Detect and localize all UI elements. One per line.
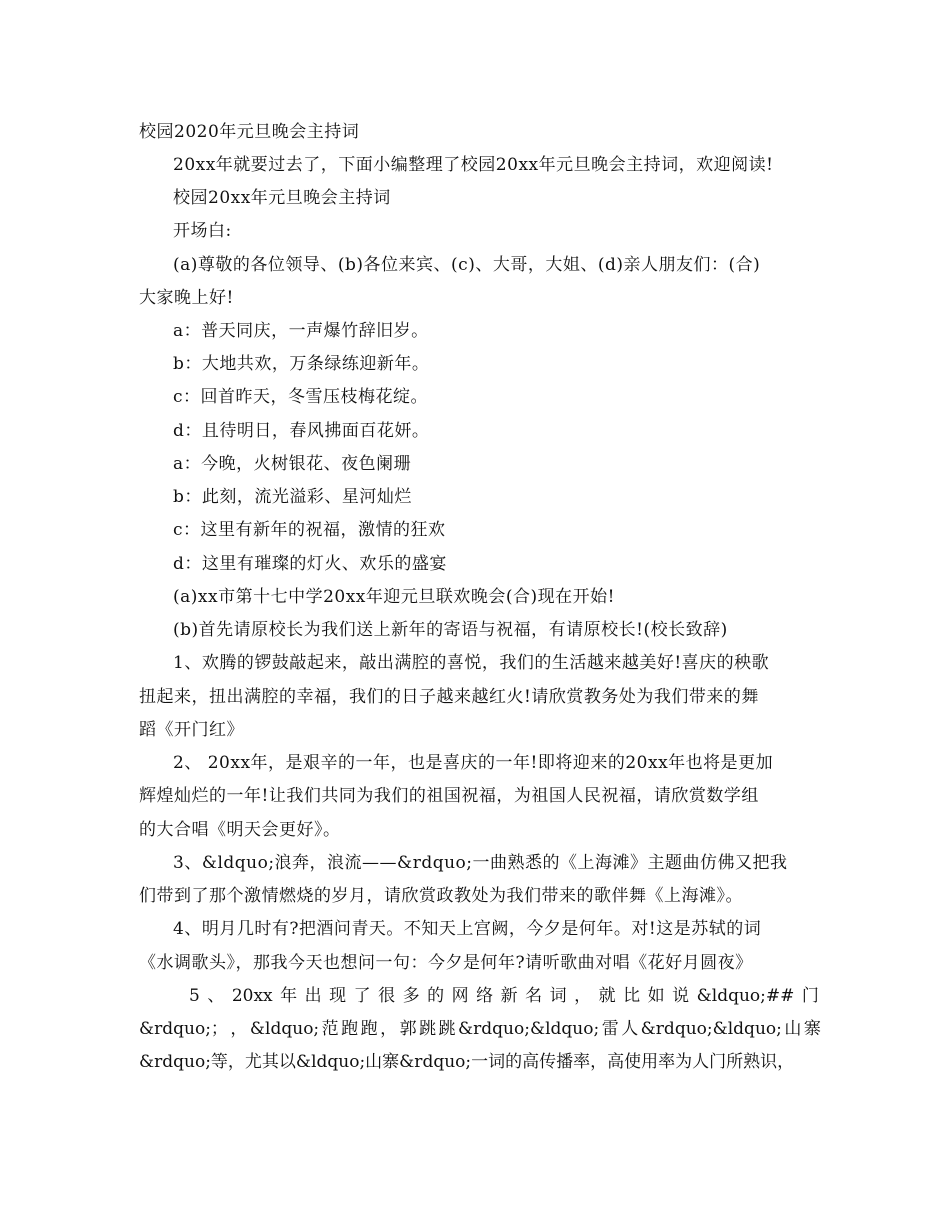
- dialogue-line: d：且待明日，春风拂面百花妍。: [173, 421, 430, 441]
- dialogue-line: (b)首先请原校长为我们送上新年的寄语与祝福，有请原校长!(校长致辞): [173, 620, 728, 640]
- text-token: 出: [304, 986, 322, 1006]
- text-token: 新: [500, 986, 518, 1006]
- text-token: &ldquo;##: [696, 986, 795, 1006]
- paragraph-line: 4、明月几时有?把酒问青天。不知天上宫阙，今夕是何年。对!这是苏轼的词: [173, 919, 762, 939]
- paragraph-line: 《水调歌头》，那我今天也想问一句：今夕是何年?请听歌曲对唱《花好月圆夜》: [139, 953, 753, 973]
- text-token: 范: [321, 1019, 339, 1039]
- text-token: 跑: [360, 1019, 378, 1039]
- text-token: 说: [672, 986, 690, 1006]
- text-token: 跑: [341, 1019, 359, 1039]
- dialogue-line: c：回首昨天，冬雪压枝梅花绽。: [173, 387, 429, 407]
- text-token: 很: [378, 986, 396, 1006]
- text-token: &rdquo;；: [139, 1019, 228, 1039]
- paragraph-line: 辉煌灿烂的一年!让我们共同为我们的祖国祝福，为祖国人民祝福，请欣赏数学组: [139, 786, 759, 806]
- paragraph-line: 们带到了那个激情燃烧的岁月，请欣赏政教处为我们带来的歌伴舞《上海滩》。: [139, 886, 743, 906]
- paragraph-line: 2、 20xx年，是艰辛的一年，也是喜庆的一年!即将迎来的20xx年也将是更加: [173, 753, 774, 773]
- text-token: 跳: [438, 1019, 456, 1039]
- dialogue-line: b：大地共欢，万条绿练迎新年。: [173, 354, 430, 374]
- text-token: 的: [427, 986, 445, 1006]
- dialogue-line: a：今晚，火树银花、夜色阑珊: [173, 454, 412, 474]
- text-token: 现: [329, 986, 347, 1006]
- text-token: 名: [525, 986, 543, 1006]
- dialogue-line: b：此刻，流光溢彩、星河灿烂: [173, 487, 412, 507]
- text-token: 网: [451, 986, 469, 1006]
- paragraph-line: 扭起来，扭出满腔的幸福，我们的日子越来越红火!请欣赏教务处为我们带来的舞: [139, 687, 759, 707]
- text-token: 山: [784, 1019, 802, 1039]
- justified-line: [189, 985, 819, 1007]
- text-token: ，: [574, 986, 592, 1006]
- text-token: 了: [353, 986, 371, 1006]
- text-token: 络: [476, 986, 494, 1006]
- text-token: 人: [621, 1019, 639, 1039]
- dialogue-line: d：这里有璀璨的灯火、欢乐的盛宴: [173, 554, 447, 574]
- text-token: 跳: [419, 1019, 437, 1039]
- dialogue-line: (a)xx市第十七中学20xx年迎元旦联欢晚会(合)现在开始!: [173, 587, 615, 607]
- justified-line: [139, 1018, 821, 1040]
- paragraph-line: 的大合唱《明天会更好》。: [139, 820, 341, 840]
- paragraph-line: 3、&ldquo;浪奔，浪流——&rdquo;一曲熟悉的《上海滩》主题曲仿佛又把我: [173, 853, 788, 873]
- intro-paragraph: 20xx年就要过去了，下面小编整理了校园20xx年元旦晚会主持词，欢迎阅读!: [173, 155, 774, 175]
- text-token: 雷: [601, 1019, 619, 1039]
- text-token: 、: [207, 986, 225, 1006]
- text-token: &ldquo;: [249, 1019, 320, 1039]
- text-token: &rdquo;&ldquo;: [640, 1019, 782, 1039]
- text-token: 比: [623, 986, 641, 1006]
- opening-heading: 开场白:: [173, 221, 232, 241]
- text-token: ，: [230, 1019, 248, 1039]
- paragraph-line: 1、欢腾的锣鼓敲起来，敲出满腔的喜悦，我们的生活越来越美好!喜庆的秧歌: [173, 653, 770, 673]
- document-title: 校园2020年元旦晚会主持词: [139, 122, 360, 142]
- paragraph-line: 蹈《开门红》: [139, 720, 244, 740]
- text-token: 5: [189, 986, 200, 1006]
- text-token: 词: [549, 986, 567, 1006]
- opening-line: (a)尊敬的各位领导、(b)各位来宾、(c)、大哥，大姐、(d)亲人朋友们：(合): [173, 255, 761, 275]
- text-token: 年: [280, 986, 298, 1006]
- text-token: 20xx: [231, 986, 273, 1006]
- text-token: ，: [380, 1019, 398, 1039]
- opening-line: 大家晚上好!: [139, 288, 234, 308]
- text-token: 如: [647, 986, 665, 1006]
- text-token: 门: [801, 986, 819, 1006]
- dialogue-line: a：普天同庆，一声爆竹辞旧岁。: [173, 321, 429, 341]
- text-token: 郭: [399, 1019, 417, 1039]
- dialogue-line: c：这里有新年的祝福，激情的狂欢: [173, 520, 446, 540]
- text-token: 就: [598, 986, 616, 1006]
- text-token: &rdquo;&ldquo;: [458, 1019, 600, 1039]
- document-subtitle: 校园20xx年元旦晚会主持词: [173, 188, 391, 208]
- paragraph-line: &rdquo;等，尤其以&ldquo;山寨&rdquo;一词的高传播率，高使用率为人门所熟识，: [139, 1052, 795, 1072]
- text-token: 多: [402, 986, 420, 1006]
- text-token: 寨: [803, 1019, 821, 1039]
